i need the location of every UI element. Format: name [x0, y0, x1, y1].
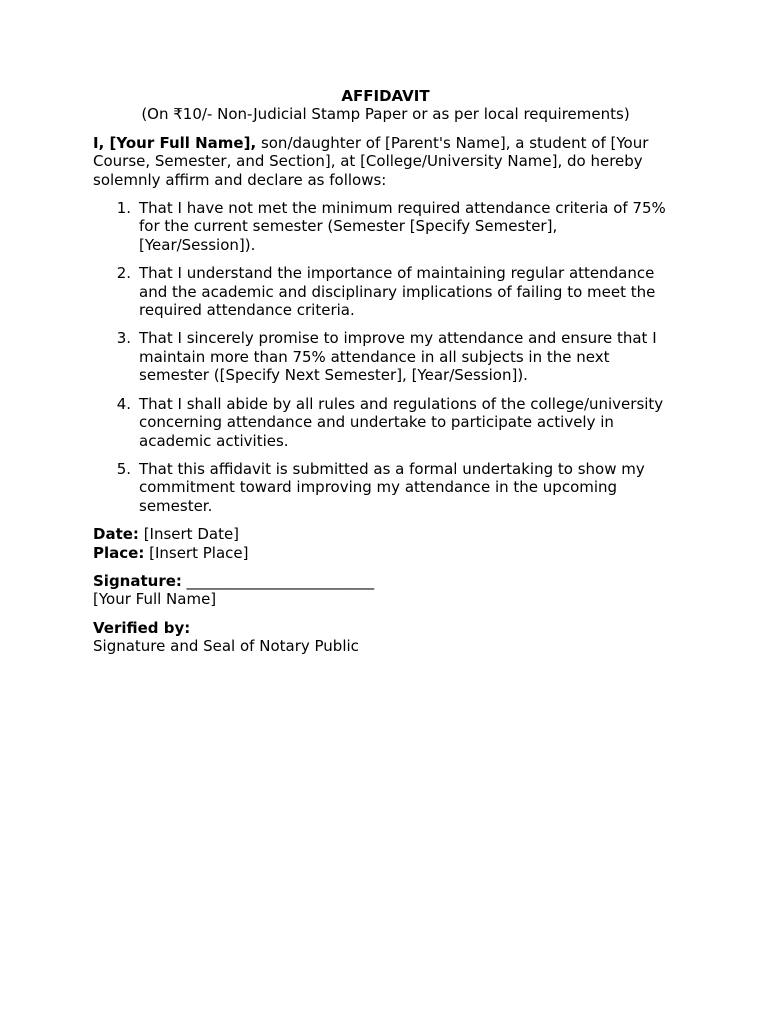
declaration-text: That I understand the importance of maintaining regular attendance and the academic and disciplinary implications of failing to meet the required attendance criteria.	[139, 264, 656, 320]
declaration-number: 2.	[116, 264, 131, 283]
declaration-number: 1.	[116, 199, 131, 218]
signature-blank: _________________________	[181, 571, 375, 590]
document-subtitle: (On ₹10/- Non-Judicial Stamp Paper or as per local requirements)	[141, 105, 630, 124]
intro-text: son/daughter of [Parent's Name], a student of [Your Course, Semester, and Section], at [College/University Name], do hereby solemnly affirm and declare as follows:	[93, 133, 649, 189]
document-title: AFFIDAVIT	[341, 87, 430, 105]
declaration-item	[93, 199, 678, 254]
declaration-number: 5.	[116, 459, 131, 478]
verified-label-text: Verified by:	[93, 618, 191, 637]
declaration-text: That I sincerely promise to improve my attendance and ensure that I maintain more than 75% attendance in all subjects in the next semester ([Specify Next Semester], [Year/Session]).	[139, 329, 657, 385]
place-line	[93, 544, 678, 562]
affidavit-body	[93, 87, 678, 656]
declaration-list	[93, 199, 678, 515]
date-value: [Insert Date]	[138, 525, 240, 544]
declaration-item	[93, 264, 678, 319]
date-line	[93, 525, 678, 543]
verified-value: Signature and Seal of Notary Public	[93, 637, 359, 656]
signature-name: [Your Full Name]	[93, 590, 217, 609]
declaration-text: That I shall abide by all rules and regulations of the college/university concerning attendance and undertake to participate actively in academic activities.	[139, 394, 664, 450]
spacer	[93, 562, 678, 572]
intro-paragraph	[93, 134, 678, 189]
place-label: Place:	[93, 543, 145, 562]
declaration-item	[93, 460, 678, 515]
declaration-text: That this affidavit is submitted as a formal undertaking to show my commitment toward improving my attendance in the upcoming semester.	[139, 459, 645, 515]
deponent-name: I, [Your Full Name],	[93, 133, 257, 152]
date-label: Date:	[93, 525, 139, 544]
signature-label: Signature:	[93, 571, 182, 590]
place-value: [Insert Place]	[144, 543, 249, 562]
declaration-number: 3.	[116, 329, 131, 348]
declaration-item	[93, 329, 678, 384]
signature-line	[93, 572, 678, 590]
declaration-item	[93, 395, 678, 450]
declaration-number: 4.	[116, 394, 131, 413]
spacer	[93, 609, 678, 619]
verified-label	[93, 619, 678, 637]
declaration-text: That I have not met the minimum required attendance criteria of 75% for the current semester (Semester [Specify Semester], [Year/Session]).	[139, 199, 666, 254]
